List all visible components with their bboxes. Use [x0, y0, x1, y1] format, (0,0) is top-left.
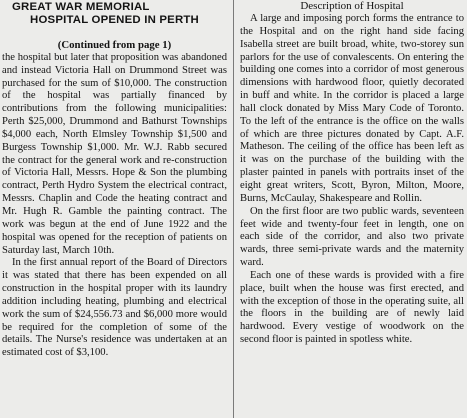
column-divider — [233, 0, 234, 418]
right-paragraph-1: A large and imposing porch forms the entrance to the Hospital and on the right hand side facing Isabella street are built broad, white, two-storey sun parlors for the use of convalescents. On entering the building one comes into a corridor of most generous dimensions with hardwood floor, quietly decorated in buff and white. In the corridor is placed a large hall clock donated by Miss Mary Code of Toronto. To the left of the entrance is the office on the walls of which are three pictures donated by Capt. A.F. Matheson. The ceiling of the office has been left as it was on the purchase of the building with the plaster painted in panels with portraits inset of the eight great writers, Scott, Byron, Milton, Moore, Burns, McCaulay, Shakespeare and Rollin. — [240, 13, 464, 204]
left-paragraph-1: the hospital but later that proposition was abandoned and instead Victoria Hall on Drummond Street was purchased for the sum of $10,000. The construction of the hospital was partially financed by contributions from the following municipalities: Perth $25,000, Drummond and Bathurst Townships $4,000 each, North Elmsley Township $1,500 and Burgess Township $1,000. Mr. W.J. Rabb secured the contract for the general work and re-construction of Victoria Hall, Messrs. Hope & Son the plumbing contract, Perth Hydro System the electrical contract, Messrs. Chaplin and Code the heating contract and Mr. Hugh R. Gamble the painting contract. The work was begun at the end of June 1922 and the hospital was opened for the reception of patients on Saturday last, March 10th. — [2, 51, 227, 256]
continued-note: (Continued from page 1) — [57, 39, 172, 51]
right-paragraph-3: Each one of these wards is provided with a fire place, built when the house was first erected, and with the exception of those in the operating suite, all the floors in the building are of newly laid hardwood. Every vestige of woodwork on the second floor is painted in spotless white. — [240, 269, 464, 346]
headline-line-2: HOSPITAL OPENED IN PERTH — [30, 14, 199, 26]
headline — [2, 1, 227, 27]
section-subhead: Description of Hospital — [300, 0, 404, 12]
right-column — [240, 0, 464, 347]
left-column — [2, 0, 227, 360]
left-paragraph-2: In the first annual report of the Board of Directors it was stated that there has been expended on all construction in the hospital proper with its laundry addition including heating, plumbing and electrical work the sum of $24,556.73 and $6,000 more would be required for the completion of some of the details. The Nurse's residence was undertaken at an estimated cost of $3,100. — [2, 257, 227, 359]
right-paragraph-2: On the first floor are two public wards, seventeen feet wide and twenty-four feet in length, one on each side of the corridor, and also two private wards, three semi-private wards and the maternity ward. — [240, 205, 464, 269]
headline-line-1: GREAT WAR MEMORIAL — [12, 1, 150, 13]
